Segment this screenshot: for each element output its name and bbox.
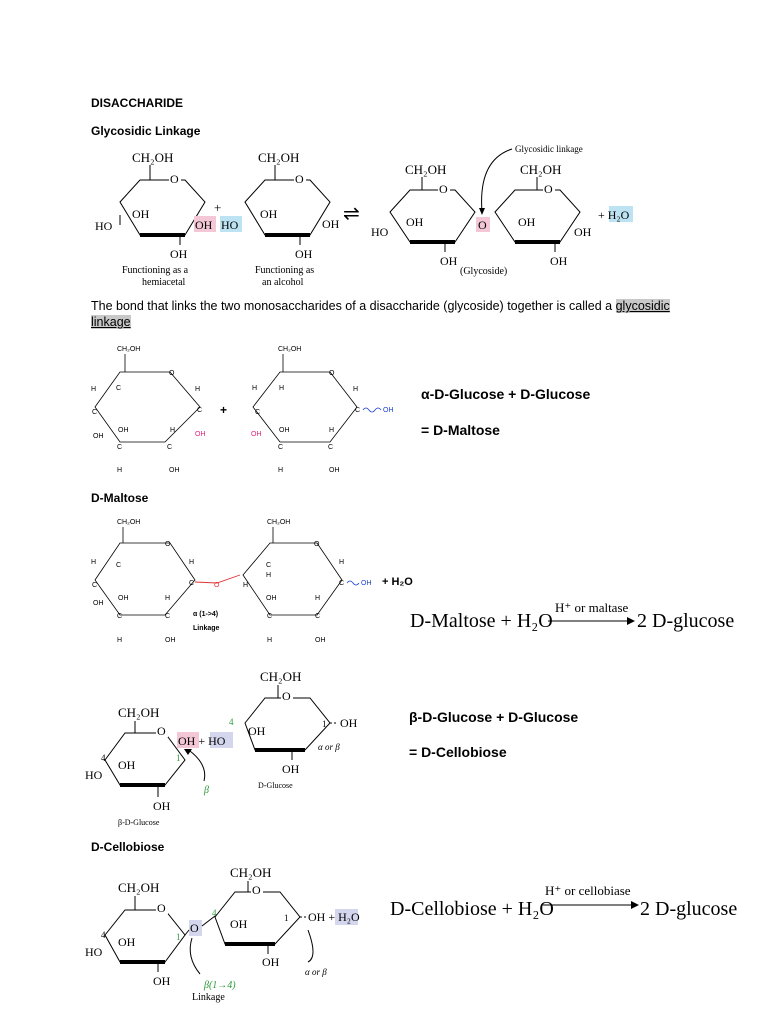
oh-plus-water: OH + H₂O bbox=[308, 910, 360, 924]
ch2oh-label: CH₂OH bbox=[118, 705, 160, 720]
h-label: H bbox=[252, 385, 258, 392]
beta-arrow bbox=[190, 751, 205, 781]
ring-oxygen: O bbox=[157, 901, 166, 915]
glycosidic-linkage-highlight: glycosidic linkage bbox=[91, 299, 670, 329]
oh-label: OH bbox=[165, 637, 176, 644]
c-label: C bbox=[165, 613, 171, 620]
maltose-structure-diagram bbox=[85, 515, 425, 650]
oh-label: OH bbox=[118, 427, 129, 434]
ring-oxygen: O bbox=[329, 370, 335, 377]
oh-label: OH bbox=[260, 207, 278, 221]
alpha-or-beta-label: α or β bbox=[318, 742, 340, 752]
h-label: H bbox=[91, 386, 97, 393]
h-label: H bbox=[195, 386, 201, 393]
ring-oxygen: O bbox=[165, 541, 171, 548]
equation-products: 2 D-glucose bbox=[640, 898, 738, 920]
h-label: H bbox=[329, 427, 335, 434]
glycosidic-oxygen: O bbox=[190, 921, 199, 935]
ch2oh-label: CH₂OH bbox=[117, 346, 141, 353]
ring-oxygen: O bbox=[439, 182, 448, 196]
ch2oh-label: CH₂OH bbox=[260, 669, 302, 684]
alcohol-caption: an alcohol bbox=[262, 277, 304, 288]
ch2oh-label: CH₂OH bbox=[267, 519, 291, 526]
ch2oh-label: CH₂OH bbox=[278, 346, 302, 353]
oh-label: OH bbox=[132, 207, 150, 221]
carbon-4-label: 4 bbox=[212, 908, 217, 918]
water-label: + H₂O bbox=[382, 576, 413, 588]
carbon-4-label: 4 bbox=[101, 753, 106, 763]
ho-label: HO bbox=[95, 219, 113, 233]
c-label: C bbox=[189, 580, 195, 587]
oh-label: OH bbox=[93, 600, 104, 607]
alpha-linkage-label: α (1->4) bbox=[193, 611, 219, 618]
equation-catalyst: H⁺ or maltase bbox=[555, 600, 629, 615]
d-glucose-caption: D-Glucose bbox=[258, 781, 293, 790]
beta-label: β bbox=[204, 785, 209, 796]
beta-linkage-label: β(1→4) bbox=[204, 980, 236, 991]
definition-text: The bond that links the two monosaccharides of a disaccharide (glycoside) together is called a bbox=[91, 299, 616, 313]
ring-oxygen: O bbox=[544, 182, 553, 196]
oh-label: OH bbox=[118, 935, 136, 949]
c-label: C bbox=[116, 385, 122, 392]
h-label: H bbox=[315, 595, 321, 602]
oh-label: OH bbox=[262, 955, 280, 969]
hemiacetal-oh: OH bbox=[195, 218, 213, 232]
h-label: H bbox=[279, 385, 285, 392]
oh-label: OH bbox=[518, 215, 536, 229]
h-label: H bbox=[117, 467, 123, 474]
anomeric-arrow bbox=[308, 930, 313, 962]
oh-label: OH bbox=[170, 247, 188, 261]
h-label: H bbox=[243, 582, 249, 589]
cellobiose-equation-line1: β-D-Glucose + D-Glucose bbox=[409, 709, 579, 725]
maltose-hydrolysis-equation bbox=[405, 595, 735, 640]
ho-label: HO bbox=[85, 768, 103, 782]
definition-paragraph bbox=[91, 298, 691, 330]
glycosidic-linkage-callout: Glycosidic linkage bbox=[515, 144, 583, 154]
alcohol-caption: Functioning as bbox=[255, 265, 315, 276]
cellobiose-hydrolysis-equation bbox=[385, 875, 745, 925]
oh-label: OH bbox=[279, 427, 290, 434]
heading-d-maltose: D-Maltose bbox=[91, 491, 149, 505]
cellobiose-formation-diagram bbox=[80, 665, 370, 835]
plus-sign: + bbox=[214, 200, 222, 215]
carbon-4-label: 4 bbox=[101, 930, 106, 940]
ho-label: HO bbox=[371, 225, 389, 239]
alcohol-ho: HO bbox=[221, 218, 239, 232]
ring-oxygen: O bbox=[295, 172, 304, 186]
equation-catalyst: H⁺ or cellobiase bbox=[545, 883, 631, 898]
reacting-groups: OH + HO bbox=[178, 734, 226, 748]
ring-oxygen: O bbox=[170, 172, 179, 186]
linkage-arrow bbox=[190, 938, 200, 974]
h-label: H bbox=[91, 559, 97, 566]
oh-label: OH bbox=[282, 762, 300, 776]
linkage-label: Linkage bbox=[192, 992, 225, 1003]
reaction-arrow bbox=[627, 617, 635, 625]
ring-oxygen: O bbox=[314, 541, 320, 548]
c-label: C bbox=[267, 613, 273, 620]
ring-oxygen: O bbox=[169, 370, 175, 377]
oh-label: OH bbox=[406, 215, 424, 229]
ch2oh-label: CH₂OH bbox=[118, 880, 160, 895]
oh-label: OH bbox=[266, 595, 277, 602]
reaction-arrow bbox=[631, 901, 639, 909]
heading-d-cellobiose: D-Cellobiose bbox=[91, 840, 165, 854]
carbon-4-label: 4 bbox=[229, 717, 234, 727]
h-label: H bbox=[339, 559, 345, 566]
water-label: + H₂O bbox=[598, 208, 630, 222]
oh-label: OH bbox=[440, 254, 458, 268]
title-disaccharide: DISACCHARIDE bbox=[91, 96, 184, 110]
c-label: C bbox=[92, 409, 98, 416]
oh-label: OH bbox=[118, 758, 136, 772]
maltose-formation-diagram bbox=[85, 342, 415, 482]
h-label: H bbox=[117, 637, 123, 644]
ch2oh-label: CH₂OH bbox=[230, 865, 272, 880]
equation-reactants: D-Cellobiose + H₂O bbox=[390, 898, 554, 920]
anomeric-oh: OH bbox=[361, 580, 372, 587]
oh-label: OH bbox=[118, 595, 129, 602]
h-label: H bbox=[189, 559, 195, 566]
oh-label: OH bbox=[322, 217, 340, 231]
ch2oh-label: CH₂OH bbox=[117, 519, 141, 526]
c-label: C bbox=[315, 613, 321, 620]
oh-label: OH bbox=[153, 974, 171, 988]
glycosidic-oxygen: O bbox=[478, 218, 487, 232]
h-label: H bbox=[278, 467, 284, 474]
c-label: C bbox=[339, 580, 345, 587]
h-label: H bbox=[353, 386, 359, 393]
reacting-oh: OH bbox=[195, 431, 206, 438]
oh-label: OH bbox=[315, 637, 326, 644]
ring-oxygen: O bbox=[252, 883, 261, 897]
equilibrium-arrows: ⇌ bbox=[343, 203, 360, 225]
hemiacetal-caption: Functioning as a bbox=[122, 265, 189, 276]
h-label: H bbox=[170, 427, 176, 434]
h-label: H bbox=[165, 595, 171, 602]
c-label: C bbox=[355, 407, 361, 414]
equation-products: 2 D-glucose bbox=[637, 610, 735, 632]
c-label: C bbox=[167, 444, 173, 451]
oh-label: OH bbox=[93, 433, 104, 440]
ch2oh-label: CH₂OH bbox=[520, 162, 562, 177]
c-label: C bbox=[255, 409, 261, 416]
ch2oh-label: CH₂OH bbox=[405, 162, 447, 177]
cellobiose-structure-diagram bbox=[80, 862, 380, 1007]
ring-oxygen: O bbox=[157, 724, 166, 738]
ch2oh-label: CH₂OH bbox=[132, 150, 174, 165]
oh-label: OH bbox=[153, 799, 171, 813]
alpha-or-beta-label: α or β bbox=[305, 967, 327, 977]
glycosidic-linkage-diagram bbox=[90, 140, 650, 290]
c-label: C bbox=[278, 444, 284, 451]
c-label: C bbox=[117, 444, 123, 451]
heading-glycosidic-linkage: Glycosidic Linkage bbox=[91, 124, 201, 138]
ch2oh-label: CH₂OH bbox=[258, 150, 300, 165]
linkage-label: Linkage bbox=[193, 625, 220, 632]
hemiacetal-caption: hemiacetal bbox=[142, 277, 186, 288]
c-label: C bbox=[266, 562, 272, 569]
carbon-1-label: 1 bbox=[284, 913, 289, 923]
carbon-1-label: 1 bbox=[176, 753, 181, 763]
cellobiose-equation-line2: = D-Cellobiose bbox=[409, 744, 507, 760]
oh-label: OH bbox=[248, 724, 266, 738]
c-label: C bbox=[197, 407, 203, 414]
c-label: C bbox=[117, 613, 123, 620]
anomeric-oh: OH bbox=[340, 716, 358, 730]
callout-arrow bbox=[482, 149, 512, 212]
oh-label: OH bbox=[230, 917, 248, 931]
ho-label: HO bbox=[85, 945, 103, 959]
equation-reactants: D-Maltose + H₂O bbox=[410, 610, 553, 632]
oh-label: OH bbox=[550, 254, 568, 268]
glycosidic-oxygen: O bbox=[214, 582, 220, 589]
oh-label: OH bbox=[169, 467, 180, 474]
maltose-equation-line1: α-D-Glucose + D-Glucose bbox=[421, 386, 591, 402]
oh-label: OH bbox=[574, 225, 592, 239]
oh-label: OH bbox=[329, 467, 340, 474]
carbon-1-label: 1 bbox=[322, 719, 327, 729]
c-label: C bbox=[328, 444, 334, 451]
c-label: C bbox=[116, 562, 122, 569]
maltose-equation-line2: = D-Maltose bbox=[421, 422, 500, 438]
ring-oxygen: O bbox=[282, 689, 291, 703]
carbon-1-label: 1 bbox=[176, 932, 181, 942]
plus-sign: + bbox=[220, 403, 228, 417]
oh-label: OH bbox=[295, 247, 313, 261]
beta-d-glucose-caption: β-D-Glucose bbox=[118, 818, 160, 827]
c-label: C bbox=[92, 582, 98, 589]
glycoside-caption: (Glycoside) bbox=[460, 266, 508, 277]
h-label: H bbox=[267, 637, 273, 644]
reacting-oh: OH bbox=[251, 431, 262, 438]
anomeric-oh: OH bbox=[383, 407, 394, 414]
h-label: H bbox=[266, 572, 272, 579]
